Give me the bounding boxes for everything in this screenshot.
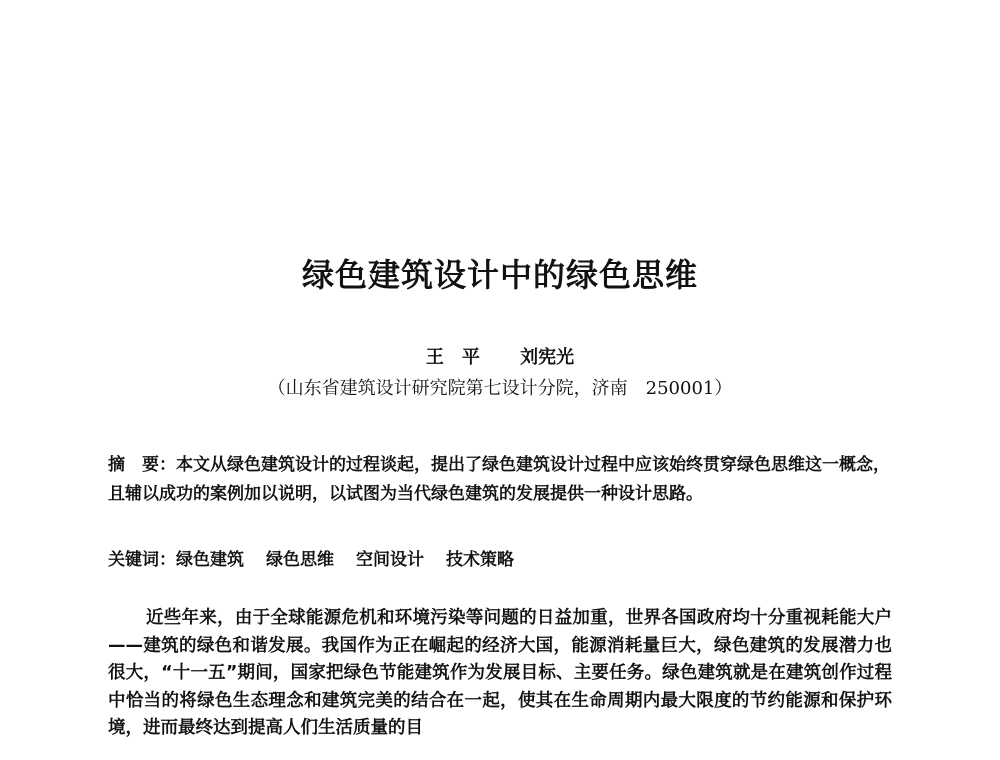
keywords-label: 关键词： <box>108 550 176 570</box>
paper-title: 绿色建筑设计中的绿色思维 <box>301 256 698 294</box>
keyword: 技术策略 <box>446 550 514 570</box>
author-list <box>0 343 1000 369</box>
author-name: 王 平 <box>425 347 480 368</box>
keyword: 绿色思维 <box>266 550 334 570</box>
abstract <box>108 451 892 509</box>
abstract-label: 摘 要： <box>108 455 176 475</box>
body-paragraph: 近些年来，由于全球能源危机和环境污染等问题的日益加重，世界各国政府均十分重视耗能大户——建筑的绿色和谐发展。我国作为正在崛起的经济大国，能源消耗量巨大，绿色建筑的发展潜力也很大，“十一五”期间，国家把绿色节能建筑作为发展目标、主要任务。绿色建筑就是在建筑创作过程中恰当的将绿色生态理念和建筑完美的结合在一起，使其在生命周期内最大限度的节约能源和保护环境，进而最终达到提高人们生活质量的目 <box>108 608 892 738</box>
author-affiliation: （山东省建筑设计研究院第七设计分院，济南 250001） <box>267 378 733 399</box>
keyword: 绿色建筑 <box>176 550 244 570</box>
author-name: 刘宪光 <box>520 347 575 368</box>
abstract-text: 本文从绿色建筑设计的过程谈起，提出了绿色建筑设计过程中应该始终贯穿绿色思维这一概念，且辅以成功的案例加以说明，以试图为当代绿色建筑的发展提供一种设计思路。 <box>108 455 890 504</box>
keywords <box>108 545 892 570</box>
keyword: 空间设计 <box>356 550 424 570</box>
